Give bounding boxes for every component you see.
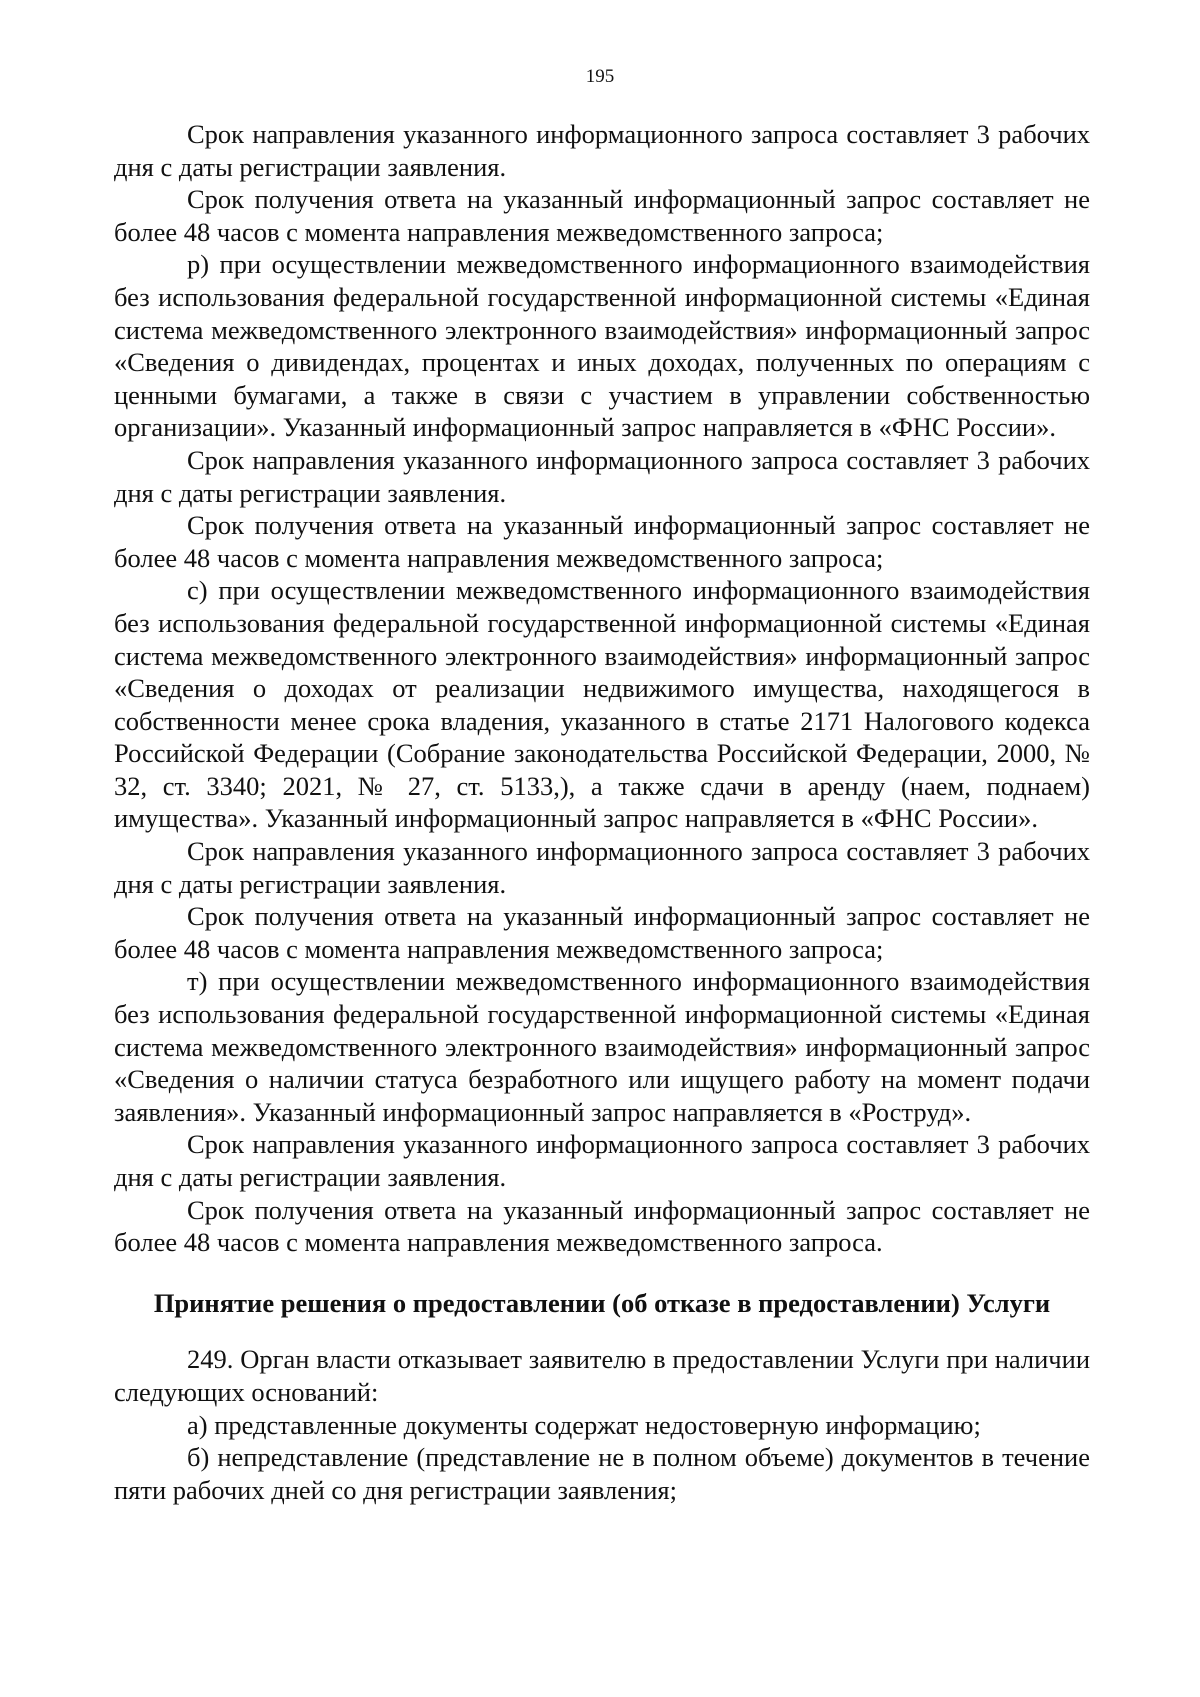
paragraph: Срок получения ответа на указанный информационный запрос составляет не более 48 часов с момента направления межведомственного запроса;	[114, 510, 1090, 573]
paragraph-item-a: а) представленные документы содержат недостоверную информацию;	[187, 1409, 981, 1440]
paragraph-249: 249. Орган власти отказывает заявителю в предоставлении Услуги при наличии следующих оснований:	[114, 1344, 1090, 1407]
paragraph: Срок направления указанного информационного запроса составляет 3 рабочих дня с даты регистрации заявления.	[114, 119, 1090, 182]
paragraph: Срок получения ответа на указанный информационный запрос составляет не более 48 часов с момента направления межведомственного запроса;	[114, 184, 1090, 247]
document-body	[114, 118, 1090, 1506]
page-number: 195	[585, 66, 615, 87]
paragraph-item-b: б) непредставление (представление не в полном объеме) документов в течение пяти рабочих дней со дня регистрации заявления;	[114, 1442, 1090, 1505]
paragraph: Срок направления указанного информационного запроса составляет 3 рабочих дня с даты регистрации заявления.	[114, 836, 1090, 899]
paragraph: Срок направления указанного информационного запроса составляет 3 рабочих дня с даты регистрации заявления.	[114, 444, 1090, 508]
paragraph: Срок получения ответа на указанный информационный запрос составляет не более 48 часов с момента направления межведомственного запроса.	[114, 1194, 1090, 1258]
paragraph-item-t: т) при осуществлении межведомственного информационного взаимодействия без использования федеральной государственной информационной системы «Единая система межведомственного электронного взаимодействия» информационный запрос «Сведения о наличии статуса безработного или ищущего работу на момент подачи заявления». Указанный информационный запрос направляется в «Роструд».	[114, 966, 1090, 1127]
section-heading: Принятие решения о предоставлении (об отказе в предоставлении) Услуги	[153, 1287, 1051, 1318]
paragraph: Срок направления указанного информационного запроса составляет 3 рабочих дня с даты регистрации заявления.	[114, 1129, 1090, 1192]
paragraph-item-r: р) при осуществлении межведомственного информационного взаимодействия без использования федеральной государственной информационной системы «Единая система межведомственного электронного взаимодействия» информационный запрос «Сведения о дивидендах, процентах и иных доходах, полученных по операциям с ценными бумагами, а также в связи с участием в управлении собственностью организации». Указанный информационный запрос направляется в «ФНС России».	[114, 249, 1090, 443]
paragraph: Срок получения ответа на указанный информационный запрос составляет не более 48 часов с момента направления межведомственного запроса;	[114, 901, 1090, 964]
paragraph-item-s: с) при осуществлении межведомственного информационного взаимодействия без использования федеральной государственной информационной системы «Единая система межведомственного электронного взаимодействия» информационный запрос «Сведения о доходах от реализации недвижимого имущества, находящегося в собственности менее срока владения, указанного в статье 2171 Налогового кодекса Российской Федерации (Собрание законодательства Российской Федерации, 2000, № 32, ст. 3340; 2021, № 27, ст. 5133,), а также сдачи в аренду (наем, поднаем) имущества». Указанный информационный запрос направляется в «ФНС России».	[114, 575, 1090, 834]
